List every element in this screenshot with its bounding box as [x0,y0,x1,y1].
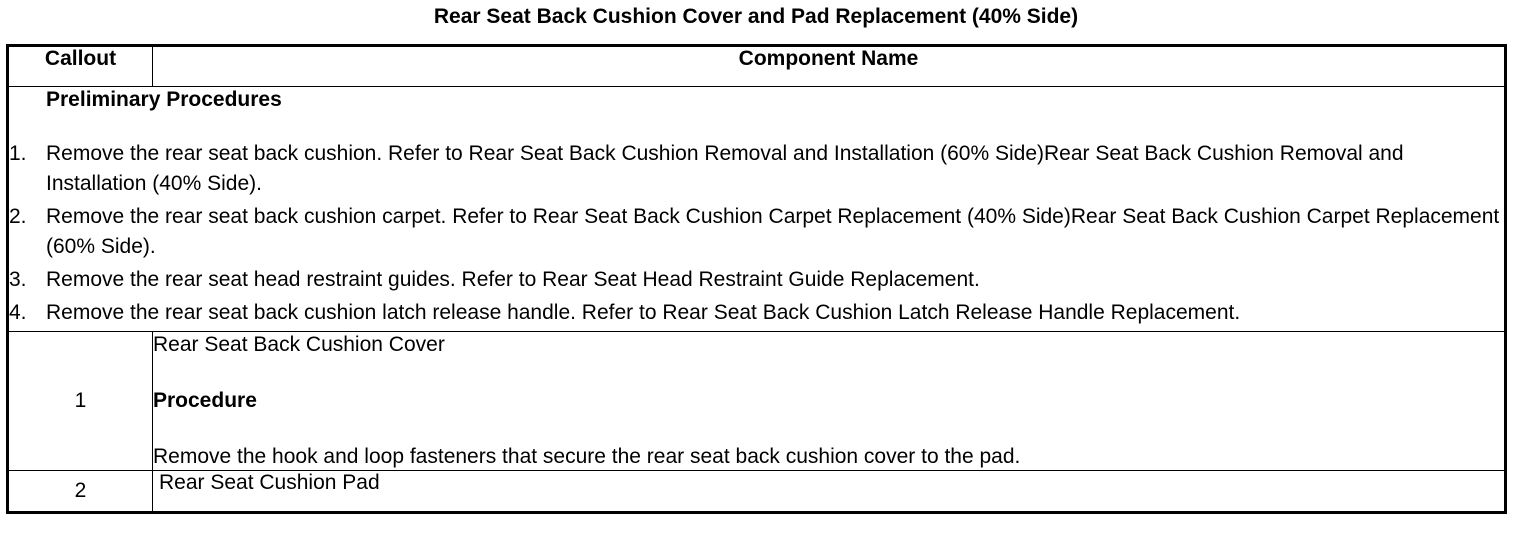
preliminary-step [9,265,1504,295]
preliminary-procedures-heading: Preliminary Procedures [46,88,282,111]
preliminary-step [9,139,1504,199]
step-text: Remove the rear seat back cushion carpet. Refer to Rear Seat Back Cushion Carpet Replacement (40% Side)Rear Seat Back Cushion Carpet Replacement (60% Side). [46,205,1500,258]
step-text: Remove the rear seat back cushion latch release handle. Refer to Rear Seat Back Cushion Latch Release Handle Replacement. [46,301,1241,324]
callout-number: 2 [8,471,153,513]
procedure-table [6,44,1507,514]
component-name-column-header: Component Name [153,46,1506,87]
procedure-text: Remove the hook and loop fasteners that secure the rear seat back cushion cover to the pad. [153,445,1021,468]
document-title: Rear Seat Back Cushion Cover and Pad Replacement (40% Side) [433,5,1079,28]
step-text: Remove the rear seat back cushion. Refer to Rear Seat Back Cushion Removal and Installation (60% Side)Rear Seat Back Cushion Removal and Installation (40% Side). [46,142,1404,195]
callout-column-header: Callout [8,46,153,87]
preliminary-step [9,298,1504,328]
preliminary-steps-list [9,139,1504,328]
step-number: 2. [9,205,27,228]
table-header-row [8,46,1506,87]
step-number: 4. [9,301,27,324]
step-number: 1. [9,142,27,165]
preliminary-step [9,202,1504,262]
table-row [8,471,1506,513]
step-text: Remove the rear seat head restraint guides. Refer to Rear Seat Head Restraint Guide Replacement. [46,268,980,291]
step-number: 3. [9,268,27,291]
preliminary-procedures-cell [8,87,1506,332]
table-row [8,332,1506,471]
component-cell [153,332,1506,471]
preliminary-procedures-row [8,87,1506,332]
component-name: Rear Seat Back Cushion Cover [153,333,445,356]
component-name: Rear Seat Cushion Pad [153,471,1506,513]
procedure-label: Procedure [153,389,257,412]
callout-number: 1 [8,332,153,471]
